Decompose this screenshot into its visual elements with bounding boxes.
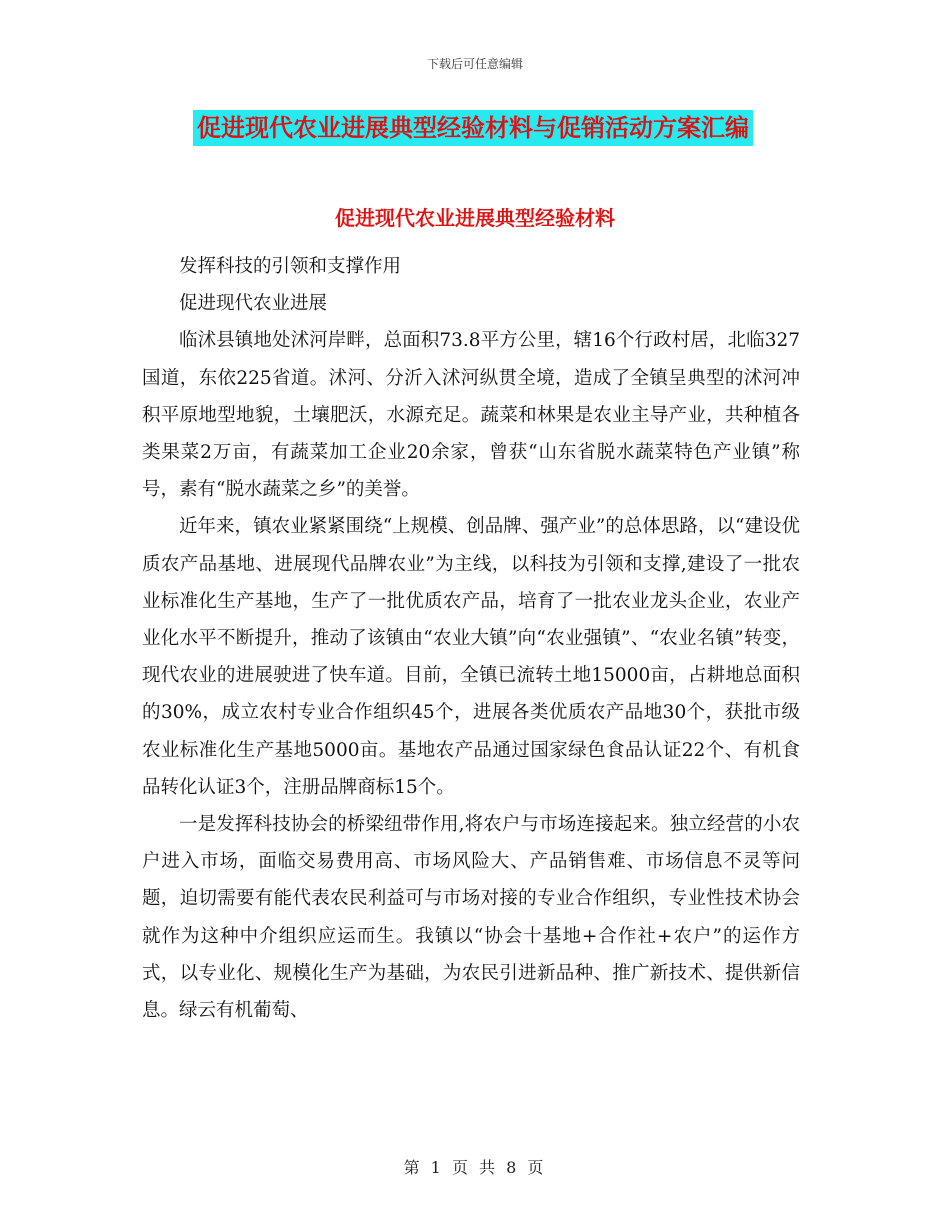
paragraph-subtitle-1: 发挥科技的引领和支撑作用 bbox=[179, 256, 402, 277]
paragraph-intro: 临沭县镇地处沭河岸畔，总面积73.8平方公里，辖16个行政村居，北临327国道，东依225省道。沭河、分沂入沭河纵贯全境，造成了全镇呈典型的沭河冲积平原地型地貌，土壤肥沃，水源充足。蔬菜和林果是农业主导产业，共种植各类果菜2万亩，有蔬菜加工企业20余家，曾获“山东省脱水蔬菜特色产业镇”称号，素有“脱水蔬菜之乡”的美誉。 bbox=[142, 330, 800, 501]
paragraph-measure-1: 一是发挥科技协会的桥梁纽带作用,将农户与市场连接起来。独立经营的小农户进入市场，面临交易费用高、市场风险大、产品销售难、市场信息不灵等问题，迫切需要有能代表农民利益可与市场对接的专业合作组织，专业性技术协会就作为这种中介组织应运而生。我镇以“协会十基地+合作社+农户”的运作方式，以专业化、规模化生产为基础，为农民引进新品种、推广新技术、提供新信息。绿云有机葡萄、 bbox=[142, 814, 800, 1022]
page-header: 下载后可任意编辑 bbox=[426, 57, 523, 71]
document-body bbox=[142, 248, 800, 1029]
paragraph-progress: 近年来，镇农业紧紧围绕“上规模、创品牌、强产业”的总体思路，以“建设优质农产品基地、进展现代品牌农业”为主线，以科技为引领和支撑,建设了一批农业标准化生产基地，生产了一批优质农产品，培育了一批农业龙头企业，农业产业化水平不断提升，推动了该镇由“农业大镇”向“农业强镇”、“农业名镇”转变，现代农业的进展驶进了快车道。目前，全镇已流转土地15000亩，占耕地总面积的30%，成立农村专业合作组织45个，进展各类优质农产品地30个，获批市级农业标准化生产基地5000亩。基地农产品通过国家绿色食品认证22个、有机食品转化认证3个，注册品牌商标15个。 bbox=[142, 516, 800, 798]
section-title: 促进现代农业进展典型经验材料 bbox=[335, 206, 615, 230]
page-number: 第 1 页 共 8 页 bbox=[403, 1158, 547, 1177]
paragraph-subtitle-2: 促进现代农业进展 bbox=[179, 293, 328, 315]
document-title: 促进现代农业进展典型经验材料与促销活动方案汇编 bbox=[193, 110, 753, 146]
